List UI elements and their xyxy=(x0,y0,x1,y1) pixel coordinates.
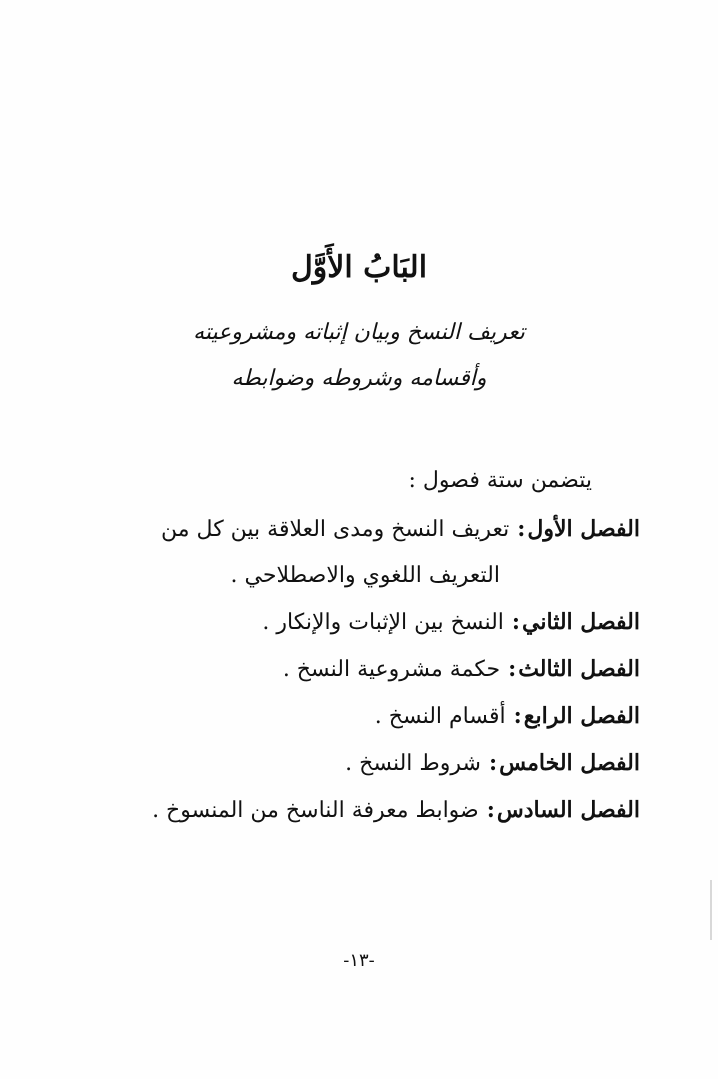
contents-item-text: تعريف النسخ ومدى العلاقة بين كل من xyxy=(161,517,510,542)
contents-item-label: الفصل الخامس xyxy=(499,750,640,776)
contents-item-2 xyxy=(90,599,640,646)
chapter-subtitle-line-1: تعريف النسخ وبيان إثباته ومشروعيته xyxy=(193,320,525,345)
contents-item-label: الفصل الرابع xyxy=(523,703,640,729)
contents-item-label: الفصل الأول xyxy=(527,516,640,542)
label-separator: : xyxy=(488,750,498,776)
label-separator: : xyxy=(513,703,522,729)
chapter-contents xyxy=(90,458,640,834)
contents-item-1-continuation: التعريف اللغوي والاصطلاحي . xyxy=(230,563,500,588)
contents-item-3 xyxy=(90,646,640,693)
label-separator: : xyxy=(486,797,495,823)
contents-item-label: الفصل الثالث xyxy=(518,656,640,682)
chapter-subtitle-line-2: وأقسامه وشروطه وضوابطه xyxy=(231,366,487,391)
label-separator: : xyxy=(511,609,521,635)
contents-item-label: الفصل الثاني xyxy=(522,609,640,635)
label-separator: : xyxy=(508,656,517,682)
contents-item-6 xyxy=(90,787,640,834)
contents-intro: يتضمن ستة فصول : xyxy=(408,468,592,493)
page-number: -١٣- xyxy=(343,950,375,971)
contents-item-text: أقسام النسخ . xyxy=(374,704,506,729)
contents-item-text: شروط النسخ . xyxy=(345,751,481,776)
contents-item-4 xyxy=(90,693,640,740)
contents-item-1 xyxy=(90,506,640,553)
label-separator: : xyxy=(517,516,526,542)
contents-item-text: النسخ بين الإثبات والإنكار . xyxy=(262,610,504,635)
contents-item-label: الفصل السادس xyxy=(496,797,640,823)
contents-item-text: ضوابط معرفة الناسخ من المنسوخ . xyxy=(152,798,479,823)
contents-item-text: حكمة مشروعية النسخ . xyxy=(282,657,501,682)
contents-item-5 xyxy=(90,740,640,787)
chapter-title: البَابُ الأَوَّل xyxy=(290,250,428,285)
scan-edge-mark xyxy=(710,880,712,940)
